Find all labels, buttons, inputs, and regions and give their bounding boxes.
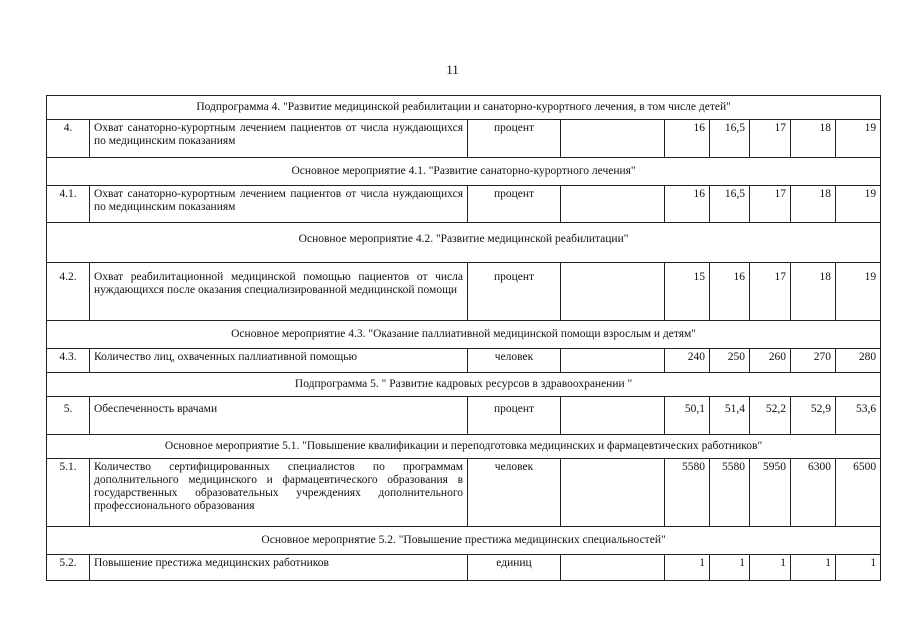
unit-of-measure: человек	[468, 459, 561, 527]
unit-of-measure: процент	[468, 263, 561, 321]
indicator-value: 19	[836, 263, 881, 321]
indicator-value: 16	[710, 263, 750, 321]
empty-cell	[561, 349, 665, 373]
indicator-value: 18	[791, 120, 836, 158]
section-title: Основное мероприятие 4.2. "Развитие медицинской реабилитации"	[47, 223, 881, 263]
section-title: Основное мероприятие 5.1. "Повышение квалификации и переподготовка медицинских и фармацевтических работников"	[47, 435, 881, 459]
empty-cell	[561, 120, 665, 158]
empty-cell	[561, 459, 665, 527]
indicator-row	[47, 397, 881, 435]
indicator-value: 51,4	[710, 397, 750, 435]
section-title: Основное мероприятие 5.2. "Повышение престижа медицинских специальностей"	[47, 527, 881, 555]
indicator-value: 1	[750, 555, 791, 581]
indicator-value: 5580	[665, 459, 710, 527]
indicator-row	[47, 349, 881, 373]
indicator-value: 53,6	[836, 397, 881, 435]
indicator-value: 18	[791, 263, 836, 321]
indicator-name: Охват санаторно-курортным лечением пациентов от числа нуждающихся по медицинским показаниям	[90, 120, 468, 158]
indicator-value: 19	[836, 186, 881, 223]
unit-of-measure: человек	[468, 349, 561, 373]
section-header-row	[47, 96, 881, 120]
indicator-value: 16	[665, 186, 710, 223]
indicator-row	[47, 263, 881, 321]
indicator-value: 1	[710, 555, 750, 581]
empty-cell	[561, 555, 665, 581]
indicator-value: 16,5	[710, 186, 750, 223]
indicator-value: 1	[791, 555, 836, 581]
indicator-value: 50,1	[665, 397, 710, 435]
indicator-row	[47, 459, 881, 527]
indicator-value: 52,2	[750, 397, 791, 435]
indicator-value: 19	[836, 120, 881, 158]
section-header-row	[47, 435, 881, 459]
indicator-name: Количество лиц, охваченных паллиативной помощью	[90, 349, 468, 373]
unit-of-measure: процент	[468, 397, 561, 435]
indicator-value: 17	[750, 186, 791, 223]
indicator-value: 52,9	[791, 397, 836, 435]
indicator-value: 6500	[836, 459, 881, 527]
section-title: Основное мероприятие 4.3. "Оказание паллиативной медицинской помощи взрослым и детям"	[47, 321, 881, 349]
unit-of-measure: единиц	[468, 555, 561, 581]
indicator-value: 240	[665, 349, 710, 373]
indicator-value: 15	[665, 263, 710, 321]
indicator-value: 260	[750, 349, 791, 373]
indicator-row	[47, 555, 881, 581]
indicator-value: 17	[750, 120, 791, 158]
indicator-value: 250	[710, 349, 750, 373]
indicator-name: Повышение престижа медицинских работников	[90, 555, 468, 581]
indicator-value: 17	[750, 263, 791, 321]
indicator-value: 16,5	[710, 120, 750, 158]
indicator-value: 5950	[750, 459, 791, 527]
unit-of-measure: процент	[468, 120, 561, 158]
indicator-value: 270	[791, 349, 836, 373]
table-body	[47, 96, 881, 581]
indicator-row	[47, 120, 881, 158]
indicator-value: 5580	[710, 459, 750, 527]
section-header-row	[47, 373, 881, 397]
indicator-value: 16	[665, 120, 710, 158]
indicator-value: 6300	[791, 459, 836, 527]
indicator-value: 18	[791, 186, 836, 223]
section-title: Подпрограмма 5. " Развитие кадровых ресурсов в здравоохранении "	[47, 373, 881, 397]
section-header-row	[47, 321, 881, 349]
section-title: Основное мероприятие 4.1. "Развитие санаторно-курортного лечения"	[47, 158, 881, 186]
row-number: 4.2.	[47, 263, 90, 321]
indicator-value: 1	[836, 555, 881, 581]
section-title: Подпрограмма 4. "Развитие медицинской реабилитации и санаторно-курортного лечения, в том числе детей"	[47, 96, 881, 120]
section-header-row	[47, 158, 881, 186]
indicator-name: Количество сертифицированных специалистов по программам дополнительного медицинского и фармацевтического образования в государственных образовательных учреждениях дополнительного профессионального образования	[90, 459, 468, 527]
section-header-row	[47, 527, 881, 555]
row-number: 4.1.	[47, 186, 90, 223]
empty-cell	[561, 263, 665, 321]
row-number: 5.2.	[47, 555, 90, 581]
indicator-value: 1	[665, 555, 710, 581]
indicator-name: Охват реабилитационной медицинской помощью пациентов от числа нуждающихся после оказания специализированной медицинской помощи	[90, 263, 468, 321]
empty-cell	[561, 397, 665, 435]
section-header-row	[47, 223, 881, 263]
indicator-name: Охват санаторно-курортным лечением пациентов от числа нуждающихся по медицинским показаниям	[90, 186, 468, 223]
empty-cell	[561, 186, 665, 223]
page-number: 11	[446, 62, 459, 77]
indicator-name: Обеспеченность врачами	[90, 397, 468, 435]
row-number: 4.3.	[47, 349, 90, 373]
indicators-table	[46, 95, 881, 581]
row-number: 5.1.	[47, 459, 90, 527]
row-number: 4.	[47, 120, 90, 158]
indicator-row	[47, 186, 881, 223]
indicator-value: 280	[836, 349, 881, 373]
row-number: 5.	[47, 397, 90, 435]
unit-of-measure: процент	[468, 186, 561, 223]
